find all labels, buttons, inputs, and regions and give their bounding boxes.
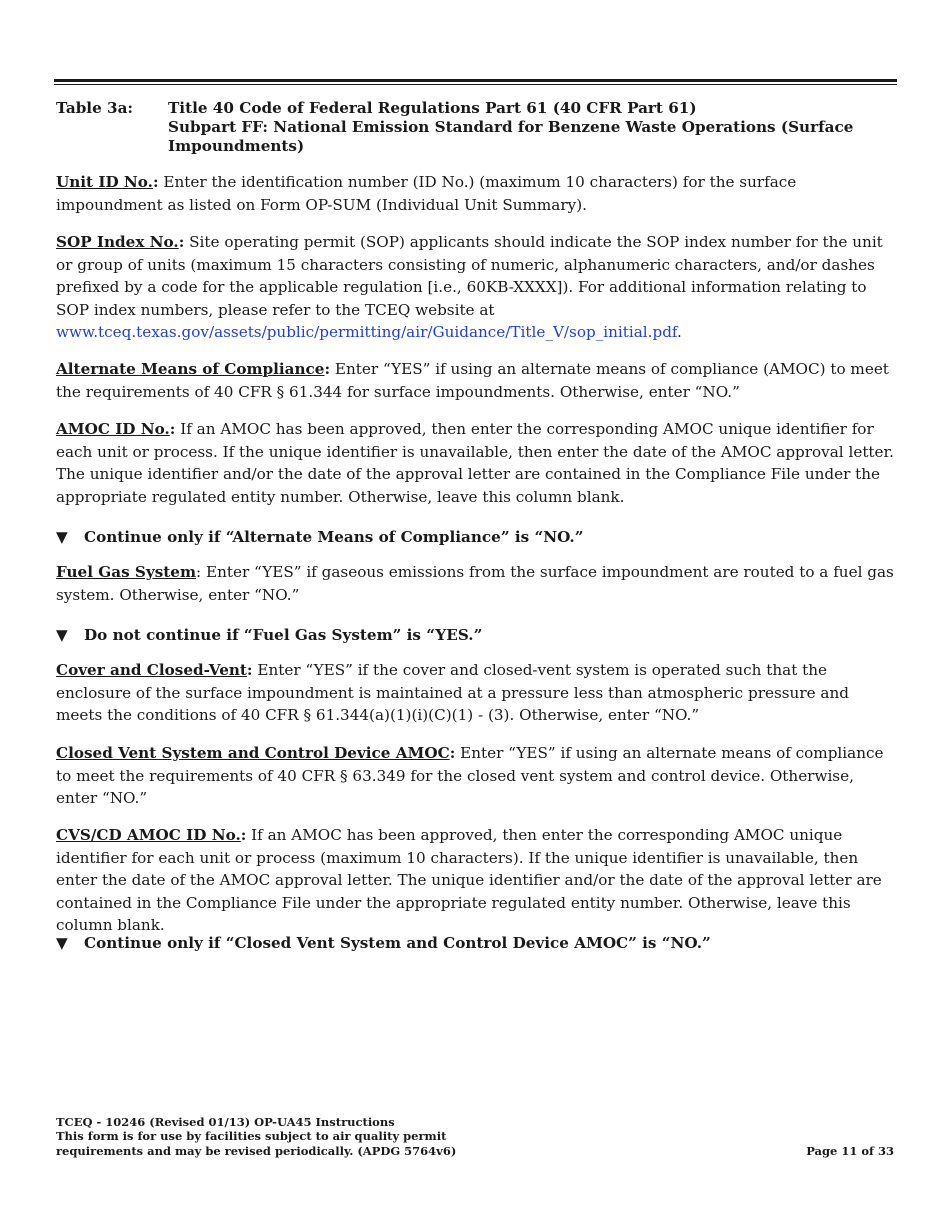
page-number: Page 11 of 33	[806, 1144, 894, 1158]
header-rule-thin	[54, 84, 897, 85]
continue-note-cvs-amoc-text: Continue only if “Closed Vent System and Control Device AMOC” is “NO.”	[84, 934, 711, 952]
unit-id-paragraph: Unit ID No.: Enter the identification number (ID No.) (maximum 10 characters) for the surface impoundment as listed on Form OP-SUM (Individual Unit Summary).	[56, 173, 797, 214]
continue-note-cvs-amoc	[56, 932, 711, 954]
fuel-gas-term: Fuel Gas System	[56, 563, 197, 581]
amoc-term: Alternate Means of Compliance	[56, 360, 325, 378]
cvs-amoc-paragraph: Closed Vent System and Control Device AMOC: Enter “YES” if using an alternate means of compliance to meet the requirements of 40 CFR § 63.349 for the closed vent system and control device. Otherwise, enter “NO.”	[56, 744, 884, 807]
sop-index-period: .	[677, 323, 682, 341]
sop-index-paragraph: SOP Index No.: Site operating permit (SOP) applicants should indicate the SOP index number for the unit or group of units (maximum 15 characters consisting of numeric, alphanumeric characters, and/or dashes prefixed by a code for the applicable regulation [i.e., 60KB-XXXX]). For additional information relating to SOP index numbers, please refer to the TCEQ website at www.tceq.texas.gov/assets/public/permitting/air/Guidance/Title_V/sop_initial.pdf.	[56, 233, 883, 341]
cover-text: Enter “YES” if the cover and closed-vent system is operated such that the enclosure of the surface impoundment is maintained at a pressure less than atmospheric pressure and meets the conditions of 40 CFR § 61.344(a)(1)(i)(C)(1) - (3). Otherwise, enter “NO.”	[56, 661, 849, 724]
sop-initial-link[interactable]: www.tceq.texas.gov/assets/public/permitting/air/Guidance/Title_V/sop_initial.pdf	[56, 323, 678, 341]
table-label: Table 3a:	[56, 99, 134, 117]
sop-index-text: Site operating permit (SOP) applicants should indicate the SOP index number for the unit or group of units (maximum 15 characters consisting of numeric, alphanumeric characters, and/or dashes prefixed by a code for the applicable regulation [i.e., 60KB-XXXX]). For additional information relating to SOP index numbers, please refer to the TCEQ website at	[56, 233, 883, 319]
cvs-amoc-id-text: If an AMOC has been approved, then enter the corresponding AMOC unique identifier for each unit or process (maximum 10 characters). If the unique identifier is unavailable, then enter the date of the AMOC approval letter. The unique identifier and/or the date of the approval letter are contained in the Compliance File under the appropriate regulated entity number. Otherwise, leave this column blank.	[56, 826, 882, 934]
amoc-id-text: If an AMOC has been approved, then enter the corresponding AMOC unique identifier for each unit or process. If the unique identifier is unavailable, then enter the date of the AMOC approval letter. The unique identifier and/or the date of the approval letter are contained in the Compliance File under the appropriate regulated entity number. Otherwise, leave this column blank.	[56, 420, 894, 506]
unit-id-term: Unit ID No.	[56, 173, 153, 191]
cover-paragraph: Cover and Closed-Vent: Enter “YES” if the cover and closed-vent system is operated such that the enclosure of the surface impoundment is maintained at a pressure less than atmospheric pressure and meets the conditions of 40 CFR § 61.344(a)(1)(i)(C)(1) - (3). Otherwise, enter “NO.”	[56, 661, 849, 724]
footer-line-2: This form is for use by facilities subject to air quality permit	[56, 1129, 447, 1144]
cvs-amoc-id-term: CVS/CD AMOC ID No.	[56, 826, 241, 844]
table-title-line-1: Title 40 Code of Federal Regulations Part 61 (40 CFR Part 61)	[168, 99, 697, 117]
triangle-down-icon: ▼	[56, 528, 68, 546]
sop-index-term: SOP Index No.	[56, 233, 179, 251]
continue-note-fuel-gas	[56, 624, 482, 646]
table-title-line-2: Subpart FF: National Emission Standard for Benzene Waste Operations (Surface	[168, 118, 854, 136]
table-title-lines	[168, 99, 895, 156]
fuel-gas-paragraph: Fuel Gas System: Enter “YES” if gaseous emissions from the surface impoundment are routed to a fuel gas system. Otherwise, enter “NO.”	[56, 563, 894, 604]
continue-note-amoc-text: Continue only if “Alternate Means of Compliance” is “NO.”	[84, 528, 584, 546]
triangle-down-icon: ▼	[56, 626, 68, 644]
triangle-down-icon: ▼	[56, 934, 68, 952]
amoc-paragraph: Alternate Means of Compliance: Enter “YES” if using an alternate means of compliance (AMOC) to meet the requirements of 40 CFR § 61.344 for surface impoundments. Otherwise, enter “NO.”	[56, 360, 889, 401]
cvs-amoc-text: Enter “YES” if using an alternate means of compliance to meet the requirements of 40 CFR § 63.349 for the closed vent system and control device. Otherwise, enter “NO.”	[56, 744, 884, 807]
cvs-amoc-id-paragraph: CVS/CD AMOC ID No.: If an AMOC has been approved, then enter the corresponding AMOC unique identifier for each unit or process (maximum 10 characters). If the unique identifier is unavailable, then enter the date of the AMOC approval letter. The unique identifier and/or the date of the approval letter are contained in the Compliance File under the appropriate regulated entity number. Otherwise, leave this column blank.	[56, 826, 882, 934]
cvs-amoc-term: Closed Vent System and Control Device AMOC	[56, 744, 450, 762]
amoc-text: Enter “YES” if using an alternate means of compliance (AMOC) to meet the requirements of 40 CFR § 61.344 for surface impoundments. Otherwise, enter “NO.”	[56, 360, 889, 401]
header-rule-thick	[54, 79, 897, 82]
continue-note-amoc	[56, 526, 583, 548]
fuel-gas-text: Enter “YES” if gaseous emissions from the surface impoundment are routed to a fuel gas system. Otherwise, enter “NO.”	[56, 563, 894, 604]
cover-term: Cover and Closed-Vent	[56, 661, 247, 679]
continue-note-fuel-gas-text: Do not continue if “Fuel Gas System” is “YES.”	[84, 626, 483, 644]
amoc-id-term: AMOC ID No.	[56, 420, 170, 438]
unit-id-text: Enter the identification number (ID No.) (maximum 10 characters) for the surface impoundment as listed on Form OP-SUM (Individual Unit Summary).	[56, 173, 797, 214]
table-title-line-3: Impoundments)	[168, 137, 305, 155]
footer-form-info	[56, 1115, 456, 1158]
amoc-id-paragraph: AMOC ID No.: If an AMOC has been approved, then enter the corresponding AMOC unique identifier for each unit or process. If the unique identifier is unavailable, then enter the date of the AMOC approval letter. The unique identifier and/or the date of the approval letter are contained in the Compliance File under the appropriate regulated entity number. Otherwise, leave this column blank.	[56, 420, 894, 506]
footer-line-3: requirements and may be revised periodically. (APDG 5764v6)	[56, 1143, 457, 1158]
footer-line-1: TCEQ - 10246 (Revised 01/13) OP-UA45 Instructions	[56, 1115, 395, 1129]
